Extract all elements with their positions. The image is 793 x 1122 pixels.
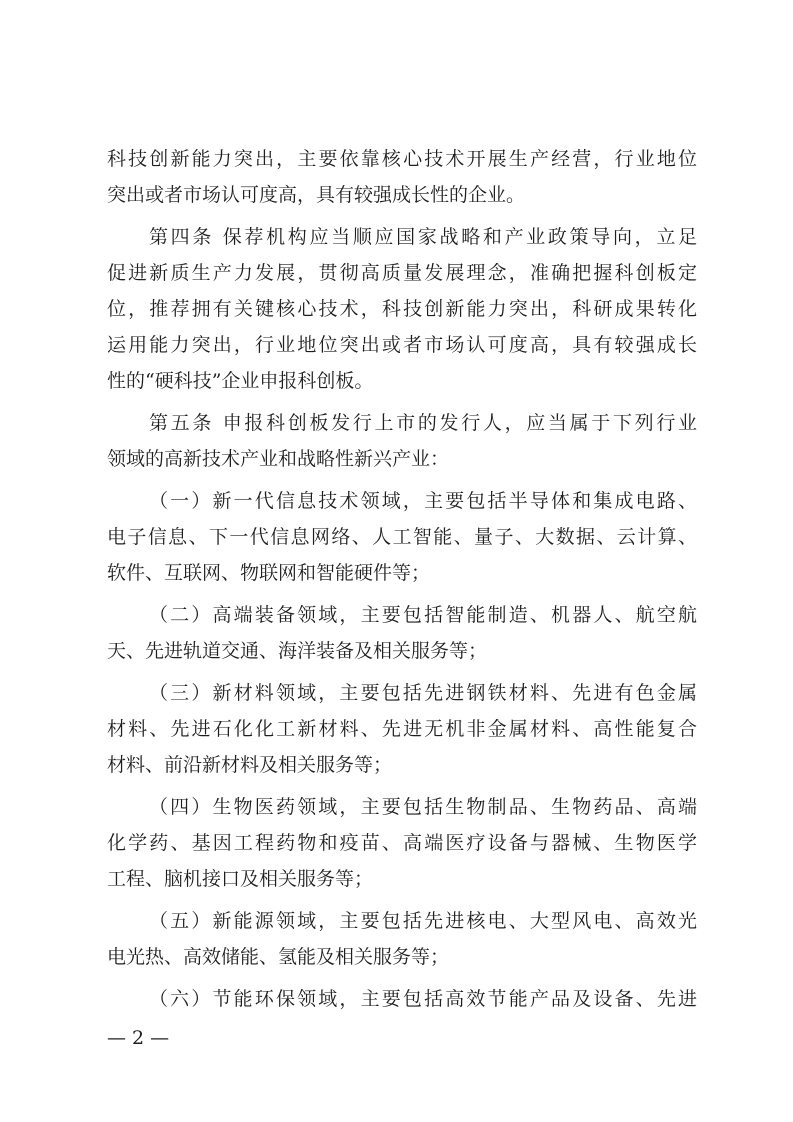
text-line: 位，推荐拥有关键核心技术，科技创新能力突出，科研成果转化 <box>107 298 697 320</box>
text-line: 电子信息、下一代信息网络、人工智能、量子、大数据、云计算、 <box>107 526 697 548</box>
text-line: 性的“硬科技”企业申报科创板。 <box>107 370 374 392</box>
text-line: 科技创新能力突出，主要依靠核心技术开展生产经营，行业地位 <box>107 148 697 170</box>
text-line: 软件、互联网、物联网和智能硬件等； <box>107 562 431 584</box>
list-item-2-line: （二）高端装备领域，主要包括智能制造、机器人、航空航 <box>149 604 697 626</box>
page-number: — 2 — <box>107 1027 170 1049</box>
article-4-heading-line: 第四条 保荐机构应当顺应国家战略和产业政策导向，立足 <box>149 226 697 248</box>
text-line: 工程、脑机接口及相关服务等； <box>107 868 374 890</box>
text-line: 天、先进轨道交通、海洋装备及相关服务等； <box>107 640 488 662</box>
text-line: 电光热、高效储能、氢能及相关服务等； <box>107 946 450 968</box>
text-line: 促进新质生产力发展，贯彻高质量发展理念，准确把握科创板定 <box>107 262 697 284</box>
text-line: 材料、先进石化化工新材料、先进无机非金属材料、高性能复合 <box>107 718 697 740</box>
list-item-3-line: （三）新材料领域，主要包括先进钢铁材料、先进有色金属 <box>149 682 697 704</box>
list-item-4-line: （四）生物医药领域，主要包括生物制品、生物药品、高端 <box>149 796 697 818</box>
text-line: 材料、前沿新材料及相关服务等； <box>107 754 393 776</box>
text-line: 突出或者市场认可度高，具有较强成长性的企业。 <box>107 184 526 206</box>
list-item-1-line: （一）新一代信息技术领域，主要包括半导体和集成电路、 <box>149 490 697 512</box>
text-line: 领域的高新技术产业和战略性新兴产业： <box>107 448 450 470</box>
article-5-heading-line: 第五条 申报科创板发行上市的发行人，应当属于下列行业 <box>149 412 697 434</box>
list-item-6-line: （六）节能环保领域，主要包括高效节能产品及设备、先进 <box>149 988 697 1010</box>
list-item-5-line: （五）新能源领域，主要包括先进核电、大型风电、高效光 <box>149 910 697 932</box>
text-line: 运用能力突出，行业地位突出或者市场认可度高，具有较强成长 <box>107 334 697 356</box>
text-line: 化学药、基因工程药物和疫苗、高端医疗设备与器械、生物医学 <box>107 832 697 854</box>
